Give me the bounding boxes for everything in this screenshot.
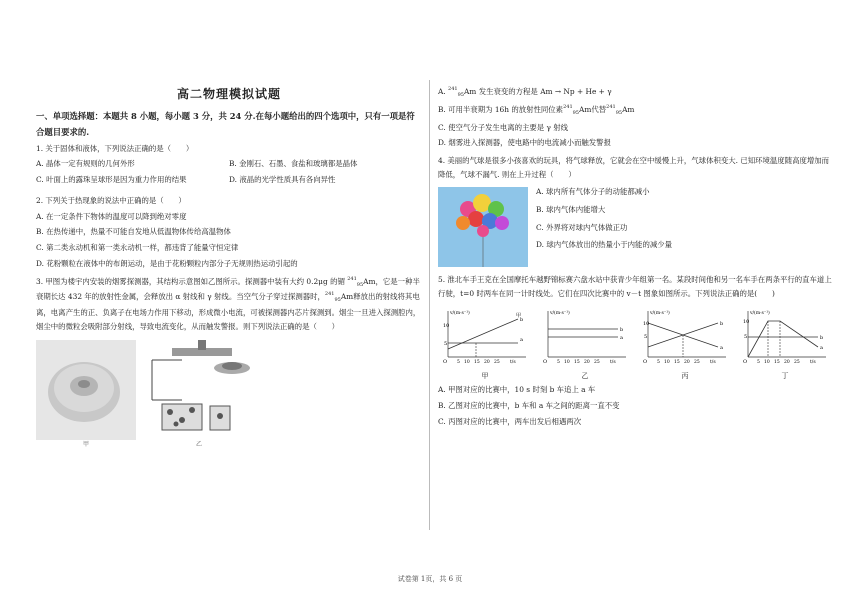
vt-graph-yi <box>538 307 632 381</box>
svg-text:a: a <box>620 335 623 342</box>
svg-text:20: 20 <box>484 360 490 366</box>
question-4-options <box>536 187 832 256</box>
q5-option-c: C. 丙图对应的比赛中，两车出发后相遇两次 <box>438 416 582 426</box>
smoke-detector-image <box>36 340 136 440</box>
svg-text:a: a <box>720 345 723 352</box>
svg-text:O: O <box>543 359 548 366</box>
svg-text:甲: 甲 <box>516 313 522 320</box>
svg-text:10: 10 <box>743 319 750 326</box>
vt-graph-jia-plot <box>438 307 532 369</box>
q3-option-b: B. 可用半衰期为 16h 的放射性同位素$^{241}_{95}$Am代替$^{241}_{95}$Am <box>438 104 635 117</box>
figure-label-yi: 乙 <box>195 440 202 448</box>
svg-text:O: O <box>743 359 748 366</box>
svg-text:15: 15 <box>774 360 780 366</box>
right-column <box>438 86 832 432</box>
vt-graph-label-yi: 乙 <box>581 371 589 380</box>
question-4-body <box>438 187 832 267</box>
svg-text:5: 5 <box>744 334 748 341</box>
svg-text:t/s: t/s <box>610 360 616 366</box>
q3-option-a: A. $^{241}_{95}$Am 发生衰变的方程是 Am → Np + He + γ <box>438 86 612 98</box>
svg-text:15: 15 <box>674 360 680 366</box>
q2-option-d: D. 花粉颗粒在液体中的布朗运动，是由于花粉颗粒内部分子无规则热运动引起的 <box>36 258 298 268</box>
svg-text:25: 25 <box>794 360 800 366</box>
smoke-detector-photo <box>36 340 136 440</box>
vt-graph-label-bing: 丙 <box>681 371 689 380</box>
svg-text:a: a <box>820 345 823 352</box>
svg-text:10: 10 <box>443 323 450 330</box>
svg-text:b: b <box>620 327 624 334</box>
svg-text:25: 25 <box>494 360 500 366</box>
svg-text:10: 10 <box>764 360 770 366</box>
q2-option-c: C. 第二类永动机和第一类永动机一样，都违背了能量守恒定律 <box>36 243 239 253</box>
q3-option-d: D. 烟雾进入探测器，使电路中的电流减小而触发警报 <box>438 138 611 148</box>
vt-graph-bing-plot <box>638 307 732 369</box>
q5-option-a: A. 甲图对应的比赛中，10 s 时刻 b 车追上 a 车 <box>438 385 596 395</box>
question-1-options <box>36 159 422 190</box>
svg-text:5: 5 <box>644 334 648 341</box>
svg-text:10: 10 <box>643 321 650 328</box>
svg-text:5: 5 <box>657 360 660 366</box>
vt-graph-yi-plot <box>538 307 632 369</box>
question-3-stem: 3. 甲图为楼宇内安装的烟雾探测器，其结构示意图如乙图所示。探测器中装有大约 0.2μg 的镅 $^{241}_{95}$Am，它是一种半衰期长达 432 年的放射性金属，会释放出 α 射线和 γ 射线。当空气分子穿过探测器时，$^{241}_{95}$Am释放出的射线将其电离，电离产生的正、负离子在电场力作用下移动，形成微小电流，可被探测器内芯片探测到。烟尘一旦进入探测腔内，烟尘中的微粒会吸附部分射线，导致电流变化，从而触发警报。则下列说法正确的是（ ） <box>36 275 421 331</box>
isotope-am-2: $^{241}_{95}$Am <box>324 291 354 304</box>
svg-text:b: b <box>820 335 824 342</box>
question-3-figure-labels <box>36 441 262 450</box>
vt-graph-label-jia: 甲 <box>481 371 489 380</box>
svg-text:20: 20 <box>784 360 790 366</box>
vt-graphs <box>438 307 832 381</box>
svg-text:15: 15 <box>474 360 480 366</box>
vt-graph-jia <box>438 307 532 381</box>
svg-text:v/(m·s⁻¹): v/(m·s⁻¹) <box>750 311 770 317</box>
q4-option-b: B. 球内气体内能增大 <box>536 204 606 214</box>
vt-graph-ding-plot <box>738 307 832 369</box>
q1-option-a: A. 晶体一定有规则的几何外形 <box>36 159 135 169</box>
q2-option-b: B. 在热传递中，热量不可能自发地从低温物体传给高温物体 <box>36 227 231 237</box>
q5-option-b: B. 乙图对应的比赛中，b 车和 a 车之间的距离一直不变 <box>438 400 620 410</box>
svg-text:v/(m·s⁻¹): v/(m·s⁻¹) <box>450 311 470 317</box>
svg-text:O: O <box>443 359 448 366</box>
question-5-stem: 5. 淮北车手王克在全国摩托车越野锦标赛六盘水站中获青少年组第一名。某段时间他和另一名车手在两条平行的直车道上行驶，t=0 时两车在同一计时线处。它们在四次比赛中的 v－t 图象如图所示。下列说法正确的是( ) <box>438 275 832 299</box>
svg-text:10: 10 <box>464 360 470 366</box>
q4-option-c: C. 外界将对球内气体做正功 <box>536 222 628 232</box>
q4-option-d: D. 球内气体放出的热量小于内能的减少量 <box>536 240 673 250</box>
svg-text:10: 10 <box>564 360 570 366</box>
svg-text:b: b <box>520 317 524 324</box>
question-2-stem: 2. 下列关于热现象的说法中正确的是（ ） <box>36 195 186 205</box>
column-divider <box>429 80 430 530</box>
svg-text:a: a <box>520 337 523 344</box>
vt-graph-label-ding: 丁 <box>781 371 789 380</box>
svg-text:5: 5 <box>457 360 460 366</box>
svg-text:10: 10 <box>664 360 670 366</box>
isotope-am: $^{241}_{95}$Am <box>347 275 376 288</box>
q1-option-d: D. 液晶的光学性质具有各向异性 <box>229 175 336 185</box>
svg-text:t/s: t/s <box>810 360 816 366</box>
svg-text:t/s: t/s <box>510 360 516 366</box>
svg-text:O: O <box>643 359 648 366</box>
question-1-stem: 1. 关于固体和液体，下列说法正确的是（ ） <box>36 143 194 153</box>
svg-text:15: 15 <box>574 360 580 366</box>
balloon-photo <box>438 187 528 267</box>
vt-graph-ding <box>738 307 832 381</box>
svg-text:t/s: t/s <box>710 360 716 366</box>
left-column <box>36 86 422 449</box>
q3-option-c: C. 使空气分子发生电离的主要是 γ 射线 <box>438 122 569 132</box>
question-3-figures <box>36 340 422 440</box>
svg-text:b: b <box>720 321 724 328</box>
detector-structure-diagram <box>142 340 262 440</box>
figure-label-jia: 甲 <box>82 440 89 448</box>
svg-text:25: 25 <box>594 360 600 366</box>
vt-graph-bing <box>638 307 732 381</box>
exam-title: 高二物理模拟试题 <box>176 87 281 101</box>
structure-diagram-image <box>142 340 262 440</box>
svg-text:5: 5 <box>444 341 448 348</box>
svg-text:v/(m·s⁻¹): v/(m·s⁻¹) <box>550 311 570 317</box>
svg-text:v/(m·s⁻¹): v/(m·s⁻¹) <box>650 311 670 317</box>
section-heading: 一、单项选择题：本题共 8 小题，每小题 3 分，共 24 分.在每小题给出的四个选项中，只有一项是符合题目要求的. <box>36 111 415 137</box>
q1-option-b: B. 金刚石、石墨、食盐和玻璃都是晶体 <box>229 159 358 169</box>
svg-text:5: 5 <box>557 360 560 366</box>
q1-option-c: C. 叶面上的露珠呈球形是因为重力作用的结果 <box>36 175 187 185</box>
svg-text:20: 20 <box>684 360 690 366</box>
svg-text:20: 20 <box>584 360 590 366</box>
page-footer: 试卷第 1页，共 6 页 <box>397 575 463 583</box>
svg-text:5: 5 <box>757 360 760 366</box>
question-4-stem: 4. 美丽的气球是很多小孩喜欢的玩具，将气球释放，它就会在空中缓慢上升，气球体积变大. 已知环境温度随高度增加而降低，气球不漏气. 则在上升过程（ ） <box>438 155 830 180</box>
q4-option-a: A. 球内所有气体分子的动能都减小 <box>536 187 650 197</box>
q2-option-a: A. 在一定条件下物体的温度可以降到绝对零度 <box>36 211 187 221</box>
svg-text:25: 25 <box>694 360 700 366</box>
